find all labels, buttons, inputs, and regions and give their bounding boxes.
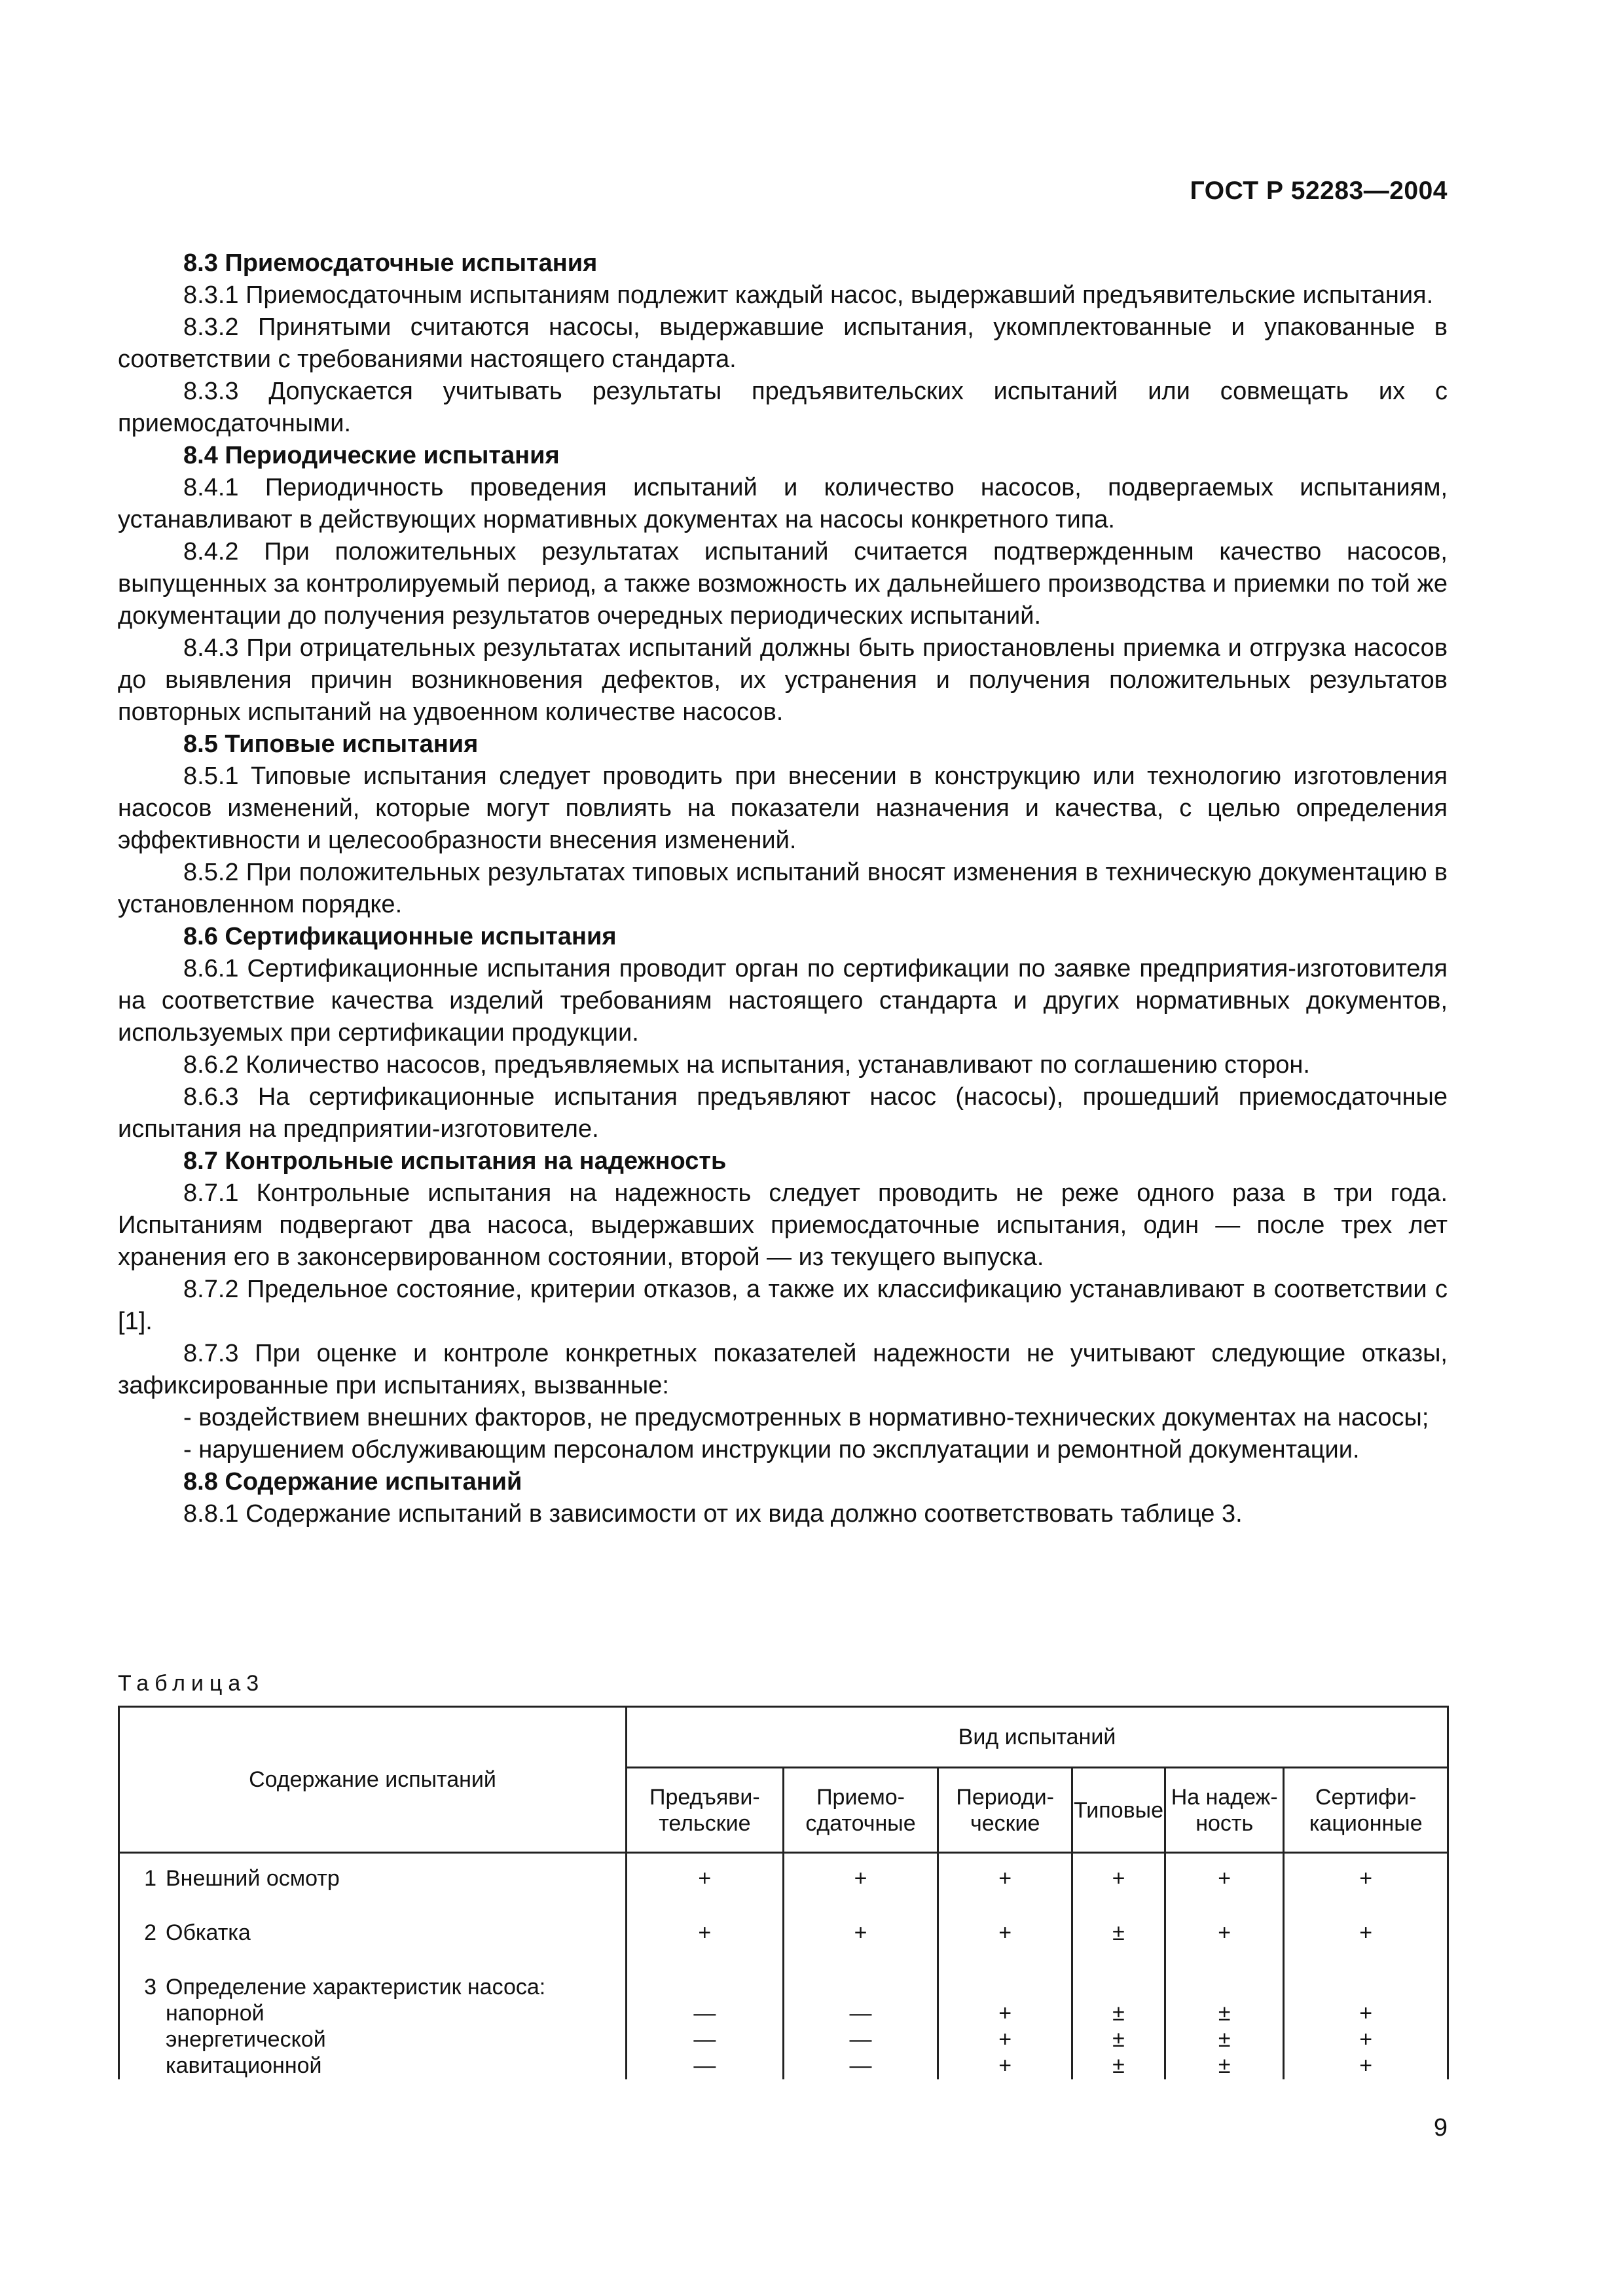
row-number: 1 (144, 1866, 156, 1891)
table-cell: — — — (627, 1962, 784, 2079)
section-heading-8-8: 8.8 Содержание испытаний (183, 1468, 522, 1496)
row-title: Внешний осмотр (166, 1866, 340, 1891)
paragraph-8-4-3: 8.4.3 При отрицательных результатах испытаний должны быть приостановлены приемка и отгрузка насосов до выявления причин возникновения дефектов, их устранения и получения положительных результатов повторных испытаний на удвоенном количестве насосов. (118, 634, 1448, 726)
column-header-content: Содержание испытаний (119, 1707, 627, 1853)
paragraph-8-6-3: 8.6.3 На сертификационные испытания предъявляют насос (насосы), прошедший приемосдаточные испытания на предприятии-изготовителе. (118, 1083, 1448, 1143)
paragraph-8-6-2: 8.6.2 Количество насосов, предъявляемых на испытания, устанавливают по соглашению сторон. (183, 1051, 1310, 1079)
sub-item-head: напорной (166, 2001, 264, 2026)
paragraph-8-5-1: 8.5.1 Типовые испытания следует проводить при внесении в конструкцию или технологию изготовления насосов изменений, которые могут повлиять на показатели назначения и качества, с целью определения эффективности и целесообразности внесения изменений. (118, 762, 1448, 854)
table-cell: ± ± ± (1072, 1962, 1165, 2079)
paragraph-8-6-1: 8.6.1 Сертификационные испытания проводит орган по сертификации по заявке предприятия-изготовителя на соответствие качества изделий требованиям настоящего стандарта и других нормативных документов, используемых при сертификации продукции. (118, 955, 1448, 1047)
row-title: Обкатка (166, 1920, 251, 1945)
column-header-type: Типовые (1072, 1768, 1165, 1853)
table-cell: + (1284, 1853, 1448, 1909)
table-cell: + (1165, 1853, 1284, 1909)
row-title: Определение характеристик насоса: (166, 1975, 546, 2000)
table-row (119, 1908, 1448, 1962)
column-header-periodic: Периоди-ческие (938, 1768, 1072, 1853)
paragraph-8-7-3: 8.7.3 При оценке и контроле конкретных показателей надежности не учитывают следующие отказы, зафиксированные при испытаниях, вызванные: (118, 1340, 1448, 1399)
table-cell: + (1284, 1908, 1448, 1962)
table-cell: + (783, 1908, 938, 1962)
section-heading-8-3: 8.3 Приемосдаточные испытания (183, 249, 598, 277)
paragraph-8-8-1: 8.8.1 Содержание испытаний в зависимости от их вида должно соответствовать таблице 3. (183, 1500, 1243, 1528)
table-row (119, 1962, 1448, 2079)
column-header-reliability: На надеж-ность (1165, 1768, 1284, 1853)
table-cell: ± (1072, 1908, 1165, 1962)
row-label (119, 1962, 627, 2079)
paragraph-8-3-1: 8.3.1 Приемосдаточным испытаниям подлежит каждый насос, выдержавший предъявительские испытания. (183, 281, 1434, 309)
column-group-header-test-type: Вид испытаний (627, 1707, 1448, 1768)
column-header-certification: Сертифи-кационные (1284, 1768, 1448, 1853)
section-heading-8-7: 8.7 Контрольные испытания на надежность (183, 1147, 727, 1175)
list-item-personnel-violation: - нарушением обслуживающим персоналом инструкции по эксплуатации и ремонтной документации. (183, 1436, 1360, 1463)
table-cell: ± ± ± (1165, 1962, 1284, 2079)
table-cell: + (627, 1853, 784, 1909)
paragraph-8-7-1: 8.7.1 Контрольные испытания на надежность следует проводить не реже одного раза в три года. Испытаниям подвергают два насоса, выдержавших приемосдаточные испытания, один — после трех лет хранения его в законсервированном состоянии, второй — из текущего выпуска. (118, 1179, 1448, 1271)
document-designation: ГОСТ Р 52283—2004 (1190, 177, 1448, 205)
paragraph-8-4-2: 8.4.2 При положительных результатах испытаний считается подтвержденным качество насосов, выпущенных за контролируемый период, а также возможность их дальнейшего производства и приемки по той же документации до получения результатов очередных периодических испытаний. (118, 538, 1448, 630)
paragraph-8-3-2: 8.3.2 Принятыми считаются насосы, выдержавшие испытания, укомплектованные и упакованные в соответствии с требованиями настоящего стандарта. (118, 314, 1448, 373)
paragraph-8-5-2: 8.5.2 При положительных результатах типовых испытаний вносят изменения в техническую документацию в установленном порядке. (118, 859, 1448, 918)
table-cell: + (938, 1853, 1072, 1909)
section-heading-8-4: 8.4 Периодические испытания (183, 442, 560, 469)
table-cell: + + + (938, 1962, 1072, 2079)
paragraph-8-7-2: 8.7.2 Предельное состояние, критерии отказов, а также их классификацию устанавливают в соответствии с [1]. (118, 1276, 1448, 1335)
table-cell: — — — (783, 1962, 938, 2079)
paragraph-8-4-1: 8.4.1 Периодичность проведения испытаний и количество насосов, подвергаемых испытаниям, устанавливают в действующих нормативных документах на насосы конкретного типа. (118, 474, 1448, 533)
table-row (119, 1853, 1448, 1909)
paragraph-8-3-3: 8.3.3 Допускается учитывать результаты предъявительских испытаний или совмещать их с приемосдаточными. (118, 378, 1448, 437)
section-heading-8-6: 8.6 Сертификационные испытания (183, 923, 617, 950)
row-label (119, 1853, 627, 1909)
table-cell: + (1072, 1853, 1165, 1909)
section-heading-8-5: 8.5 Типовые испытания (183, 730, 479, 758)
sub-item-cavitation: кавитационной (166, 2053, 322, 2078)
row-number: 2 (144, 1920, 156, 1945)
table-cell: + (627, 1908, 784, 1962)
column-header-presentation: Предъяви-тельские (627, 1768, 784, 1853)
table-cell: + + + (1284, 1962, 1448, 2079)
row-number: 3 (144, 1975, 156, 2000)
table-cell: + (1165, 1908, 1284, 1962)
test-content-table (118, 1706, 1449, 2079)
document-body (118, 247, 1448, 1530)
list-item-external-factors: - воздействием внешних факторов, не предусмотренных в нормативно-технических документах на насосы; (183, 1404, 1429, 1431)
column-header-acceptance: Приемо-сдаточные (783, 1768, 938, 1853)
table-caption: Таблица3 (118, 1671, 265, 1696)
sub-item-energy: энергетической (166, 2027, 326, 2052)
table-cell: + (938, 1908, 1072, 1962)
row-label (119, 1908, 627, 1962)
table-cell: + (783, 1853, 938, 1909)
page-number: 9 (1433, 2114, 1448, 2142)
